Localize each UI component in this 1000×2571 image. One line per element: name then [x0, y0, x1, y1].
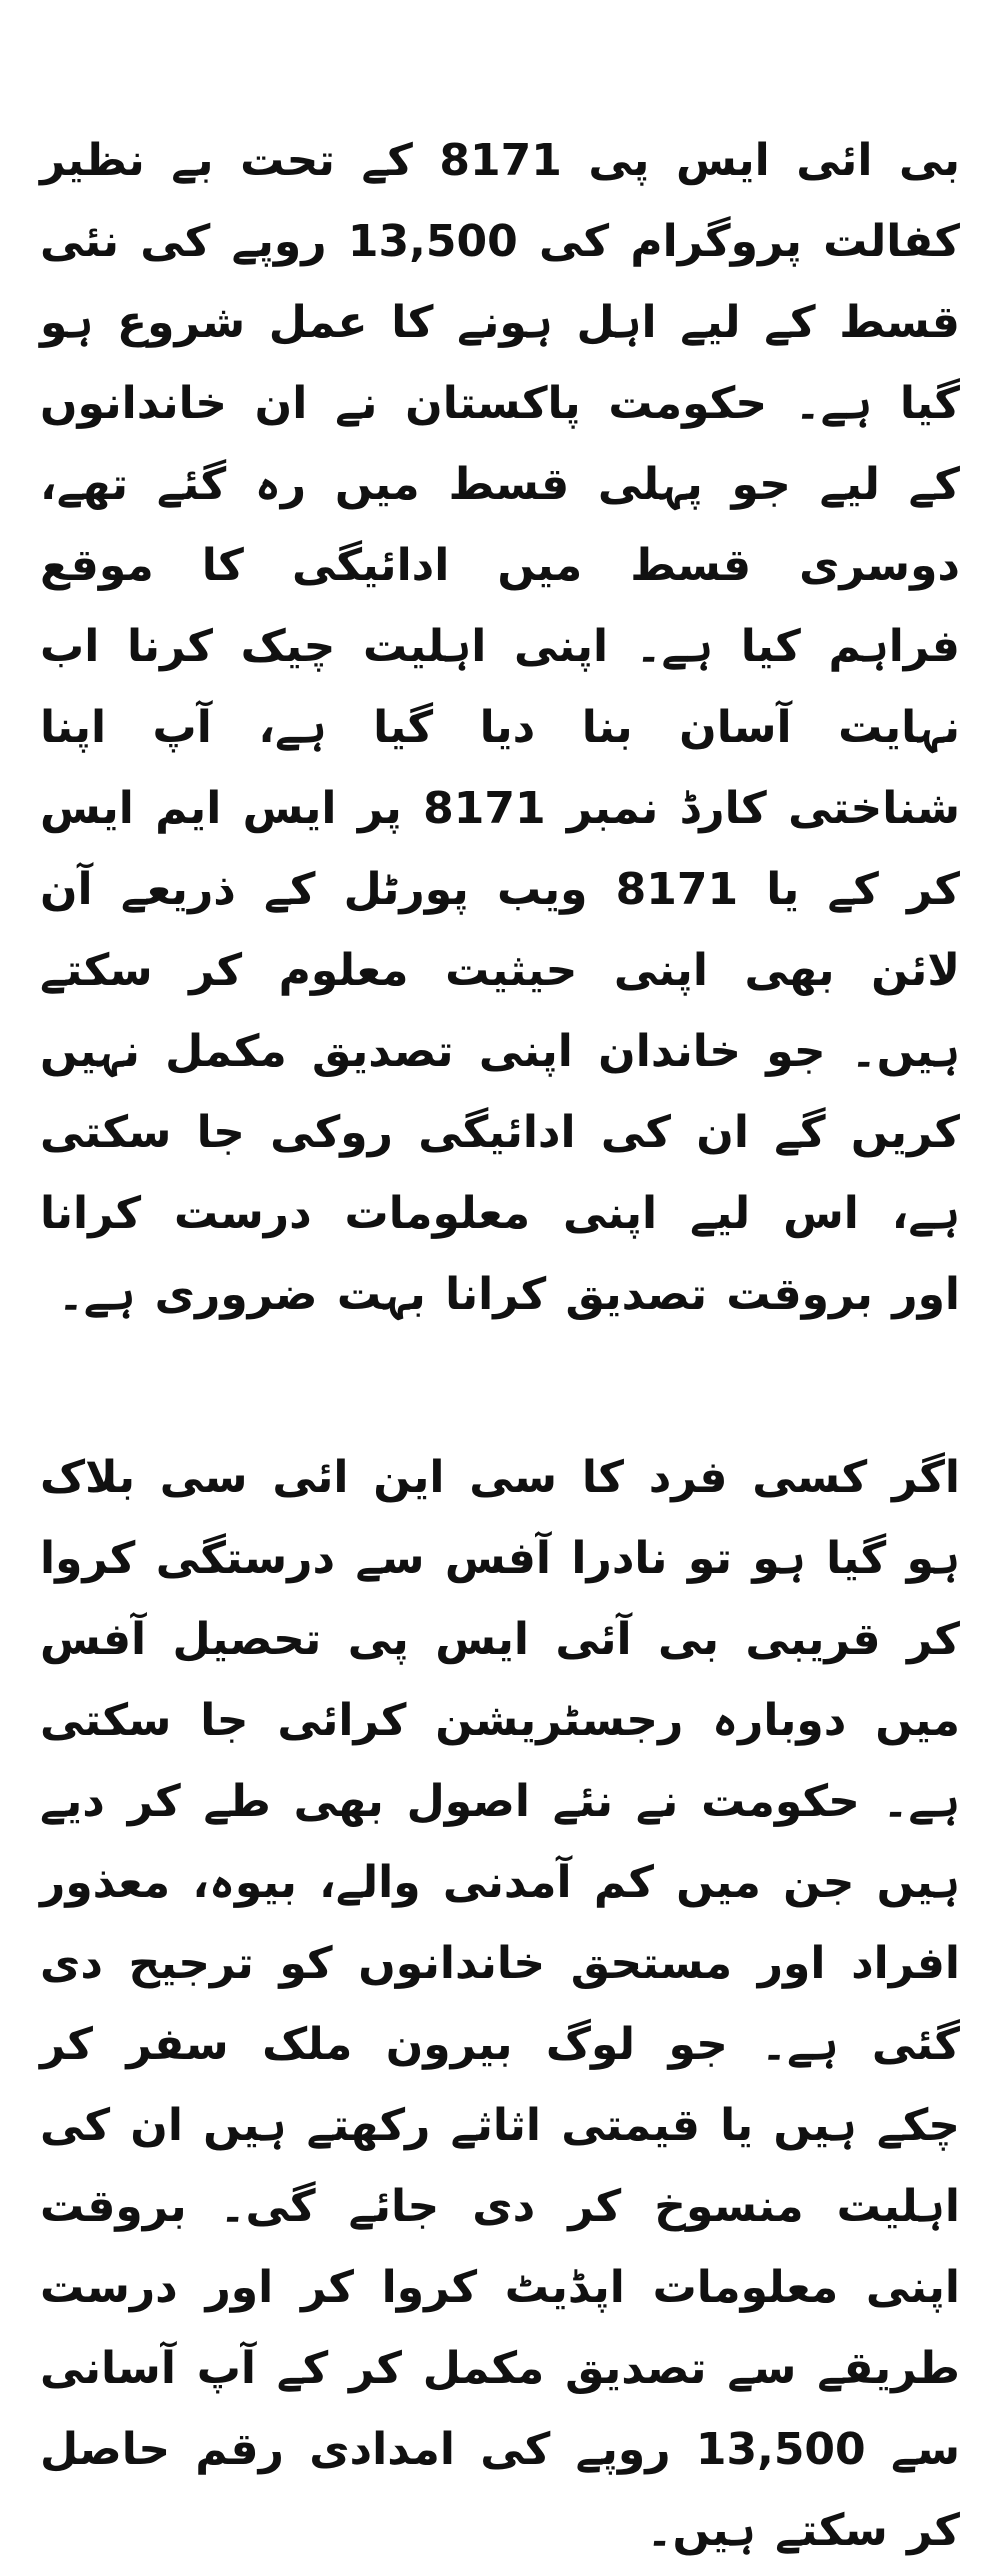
paragraph-installment-eligibility: بی ائی ایس پی 8171 کے تحت بے نظیر کفالت پروگرام کی 13,500 روپے کی نئی قسط کے لیے اہل ہونے کا عمل شروع ہو گیا ہے۔ حکومت پاکستان نے ان خاندانوں کے لیے جو پہلی قسط میں رہ گئے تھے، دوسری قسط میں ادائیگی کا موقع فراہم کیا ہے۔ اپنی اہلیت چیک کرنا اب نہایت آسان بنا دیا گیا ہے، آپ اپنا شناختی کارڈ نمبر 8171 پر ایس ایم ایس کر کے یا 8171 ویب پورٹل کے ذریعے آن لائن بھی اپنی حیثیت معلوم کر سکتے ہیں۔ جو خاندان اپنی تصدیق مکمل نہیں کریں گے ان کی ادائیگی روکی جا سکتی ہے، اس لیے اپنی معلومات درست کرانا اور بروقت تصدیق کرانا بہت ضروری ہے۔ — [40, 135, 961, 1320]
paragraph-cnic-reregistration: اگر کسی فرد کا سی این ائی سی بلاک ہو گیا ہو تو نادرا آفس سے درستگی کروا کر قریبی بی آئی ایس پی تحصیل آفس میں دوبارہ رجسٹریشن کرائی جا سکتی ہے۔ حکومت نے نئے اصول بھی طے کر دیے ہیں جن میں کم آمدنی والے، بیوہ، معذور افراد اور مستحق خاندانوں کو ترجیح دی گئی ہے۔ جو لوگ بیرون ملک سفر کر چکے ہیں یا قیمتی اثاثے رکھتے ہیں ان کی اہلیت منسوخ کر دی جائے گی۔ بروقت اپنی معلومات اپڈیٹ کروا کر اور درست طریقے سے تصدیق مکمل کر کے آپ آسانی سے 13,500 روپے کی امدادی رقم حاصل کر سکتے ہیں۔ — [40, 1452, 960, 2556]
